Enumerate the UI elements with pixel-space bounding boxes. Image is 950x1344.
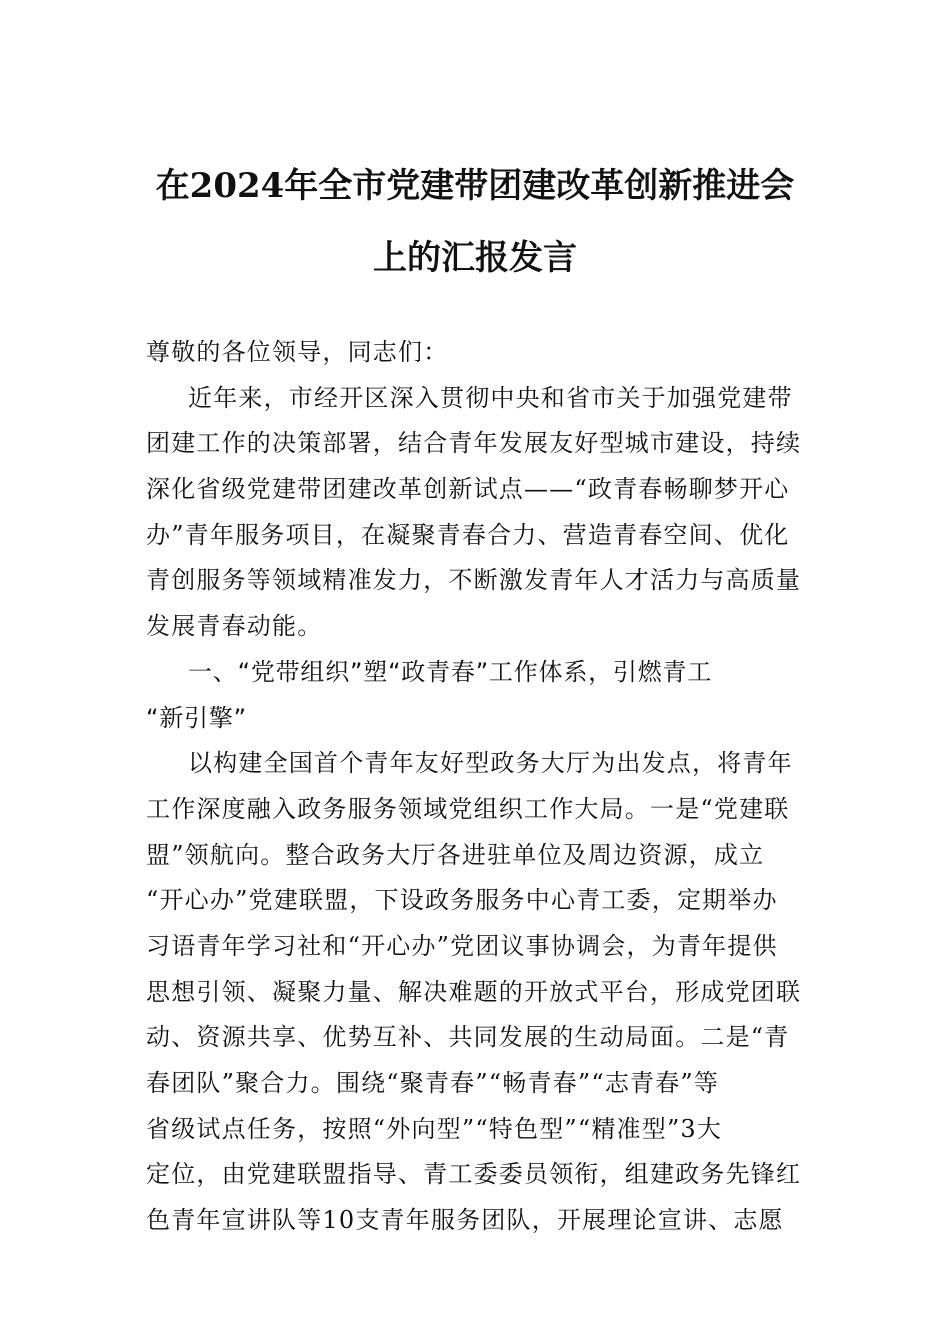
paragraph-line: 近年来，市经开区深入贯彻中央和省市关于加强党建带 xyxy=(188,383,793,412)
section-heading-continued: “新引擎” xyxy=(146,703,247,732)
salutation: 尊敬的各位领导，同志们： xyxy=(146,338,449,366)
paragraph-line: 工作深度融入政务服务领域党组织工作大局。一是“党建联 xyxy=(146,794,790,823)
paragraph-line: 办”青年服务项目，在凝聚青春合力、营造青春空间、优化 xyxy=(146,520,790,549)
document-body xyxy=(146,330,810,1244)
paragraph-line: 省级试点任务，按照“外向型”“特色型”“精准型”3大 xyxy=(146,1114,723,1143)
document-title xyxy=(140,150,810,294)
section-heading: 一、“党带组织”塑“政青春”工作体系，引燃青工 xyxy=(188,657,713,686)
paragraph-line: 习语青年学习社和“开心办”党团议事协调会，为青年提供 xyxy=(146,931,778,960)
title-line-2: 上的汇报发言 xyxy=(373,238,577,278)
paragraph-line: 深化省级党建带团建改革创新试点——“政青春畅聊梦开心 xyxy=(146,475,790,504)
paragraph-line: 春团队”聚合力。围绕“聚青春”“畅青春”“志青春”等 xyxy=(146,1069,720,1097)
paragraph-line: 青创服务等领域精准发力，不断激发青年人才活力与高质量 xyxy=(146,566,802,595)
paragraph-line: 盟”领航向。整合政务大厅各进驻单位及周边资源，成立 xyxy=(146,840,765,869)
paragraph-line: “开心办”党建联盟，下设政务服务中心青工委，定期举办 xyxy=(146,886,778,915)
paragraph-line: 色青年宣讲队等10支青年服务团队，开展理论宣讲、志愿 xyxy=(146,1206,784,1235)
paragraph-line: 动、资源共享、优势互补、共同发展的生动局面。二是“青 xyxy=(146,1023,790,1052)
paragraph-line: 定位，由党建联盟指导、青工委委员领衔，组建政务先锋红 xyxy=(146,1160,802,1189)
paragraph-line: 团建工作的决策部署，结合青年发展友好型城市建设，持续 xyxy=(146,429,802,458)
paragraph-line: 发展青春动能。 xyxy=(146,612,323,641)
paragraph-line: 思想引领、凝聚力量、解决难题的开放式平台，形成党团联 xyxy=(146,977,802,1006)
paragraph-line: 以构建全国首个青年友好型政务大厅为出发点，将青年 xyxy=(188,749,793,778)
title-line-1: 在2024年全市党建带团建改革创新推进会 xyxy=(155,166,795,206)
